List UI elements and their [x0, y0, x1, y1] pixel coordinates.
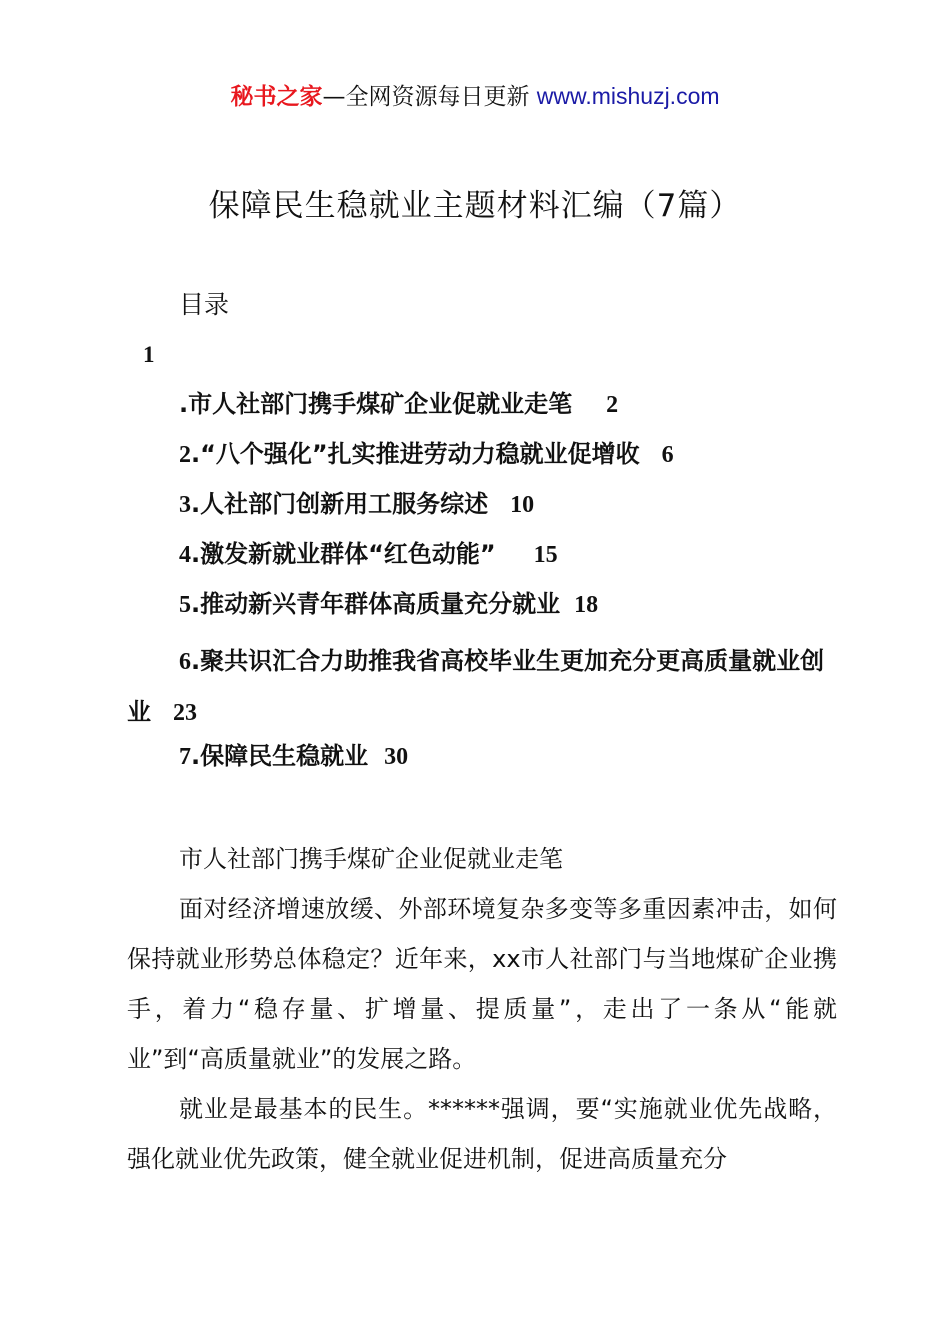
header-tagline: —全网资源每日更新	[322, 84, 537, 110]
document-title: 保障民生稳就业主题材料汇编（7篇）	[208, 188, 742, 224]
toc-item-number: 7	[179, 744, 191, 770]
site-header	[0, 80, 950, 113]
toc-item-text: .推动新兴青年群体高质量充分就业	[191, 590, 561, 618]
article-paragraph: 就业是最基本的民生。******强调，要“实施就业优先战略，强化就业优先政策，健全就业促进机制，促进高质量充分	[127, 1095, 837, 1173]
toc-item-number: 2	[179, 442, 191, 468]
toc-item-4[interactable]	[127, 536, 837, 586]
toc-item-5[interactable]	[127, 586, 837, 636]
toc-item-page: 6	[661, 442, 674, 468]
toc-item-text: .市人社部门携手煤矿企业促就业走笔	[179, 390, 573, 418]
toc-item-7[interactable]	[127, 738, 837, 788]
toc-item-page: 30	[384, 744, 409, 770]
toc-item-number: 4	[179, 542, 191, 568]
brand-name: 秘书之家	[230, 84, 323, 110]
toc-item-number: 5	[179, 592, 191, 618]
toc-item-1[interactable]	[127, 386, 837, 436]
toc-item-2[interactable]	[127, 436, 837, 486]
toc-heading: 目录	[179, 290, 230, 319]
toc-item-number: 6	[179, 649, 191, 675]
toc-item-page: 2	[606, 392, 619, 418]
article-body	[127, 834, 837, 1184]
toc-item-3[interactable]	[127, 486, 837, 536]
toc-first-page: 1	[143, 342, 155, 367]
toc-item-text: .“八个强化”扎实推进劳动力稳就业促增收	[191, 440, 640, 468]
article-title: 市人社部门携手煤矿企业促就业走笔	[179, 845, 563, 873]
toc-item-page: 23	[173, 700, 197, 726]
toc-item-number: 3	[179, 492, 191, 518]
toc-item-page: 18	[574, 592, 599, 618]
toc-item-text: .保障民生稳就业	[191, 742, 369, 770]
toc-item-page: 15	[533, 542, 558, 568]
site-url[interactable]: www.mishuzj.com	[536, 83, 720, 109]
table-of-contents	[127, 386, 837, 788]
toc-item-text: .聚共识汇合力助推我省高校毕业生更加充分更高质量就业创业	[127, 647, 825, 726]
toc-item-6[interactable]	[127, 636, 837, 738]
article-paragraph: 面对经济增速放缓、外部环境复杂多变等多重因素冲击，如何保持就业形势总体稳定？近年来，xx市人社部门与当地煤矿企业携手，着力“稳存量、扩增量、提质量”，走出了一条从“能就业”到“高质量就业”的发展之路。	[127, 895, 837, 1073]
toc-item-page: 10	[510, 492, 535, 518]
toc-item-text: .人社部门创新用工服务综述	[191, 490, 489, 518]
toc-item-text: .激发新就业群体“红色动能”	[191, 540, 496, 568]
